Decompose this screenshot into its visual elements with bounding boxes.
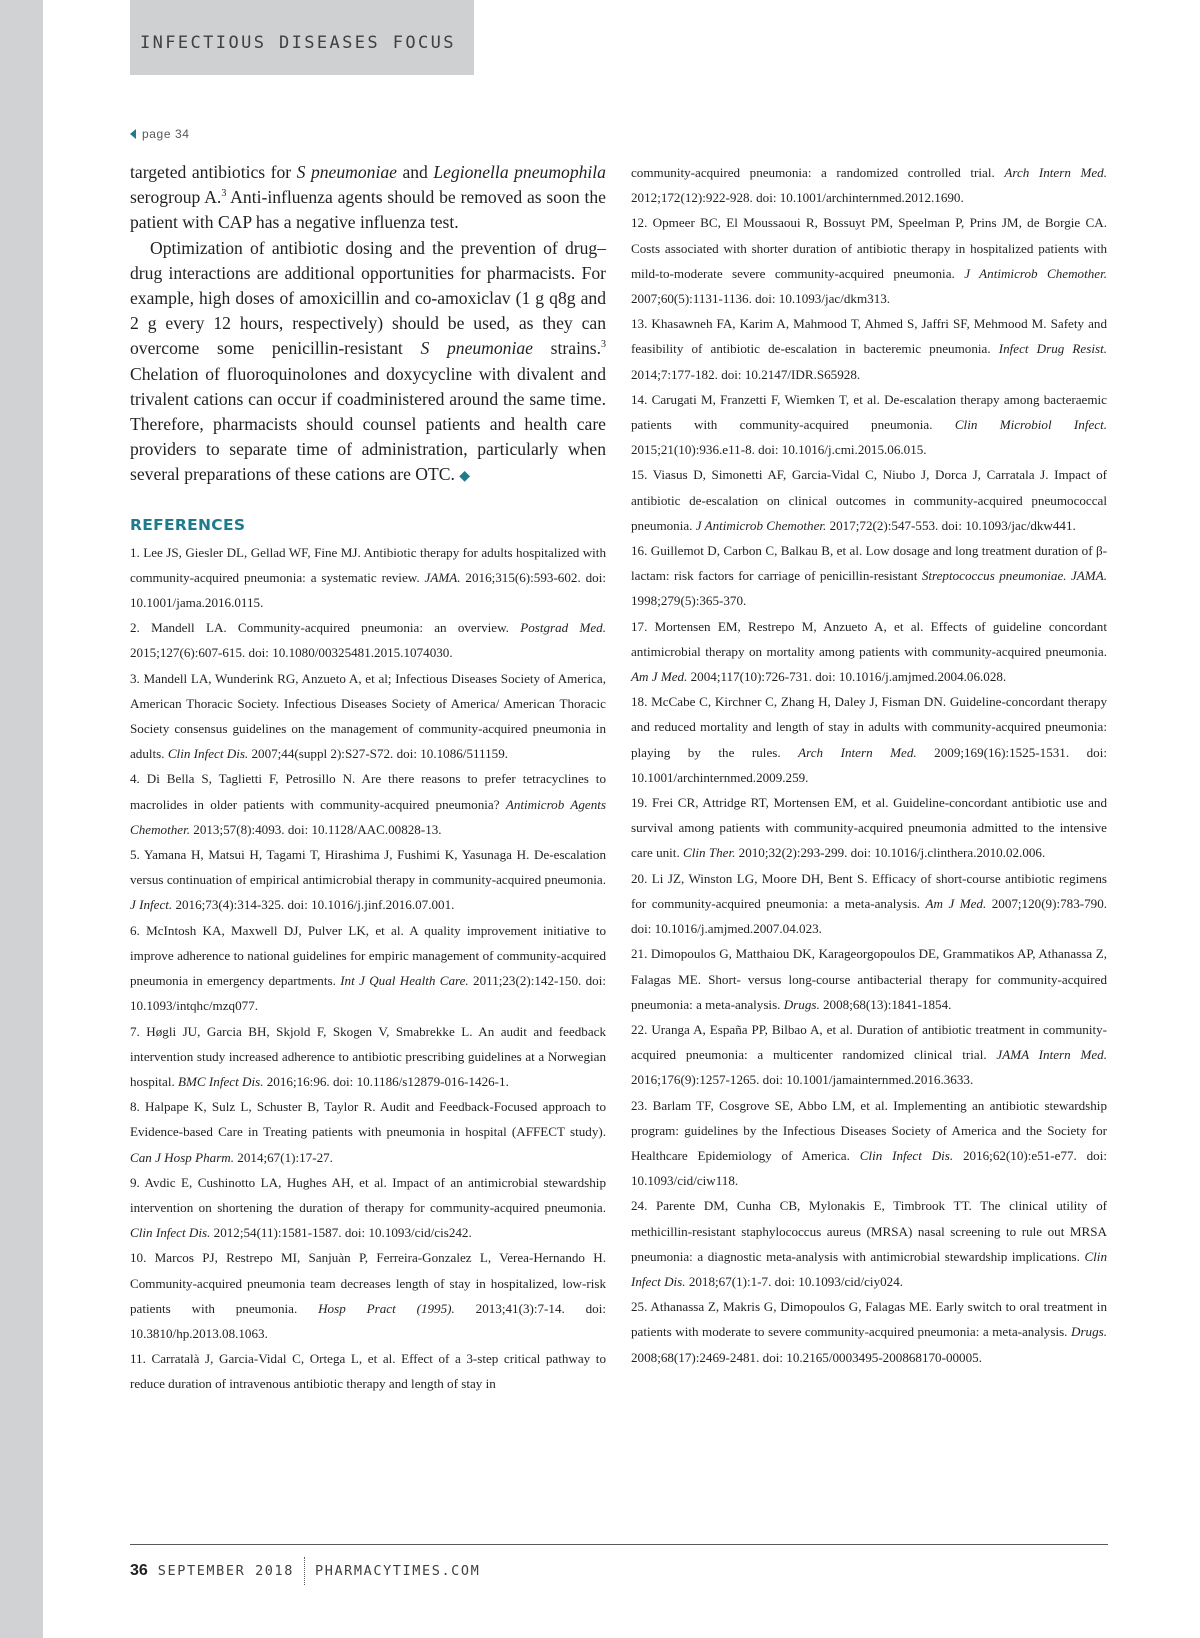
text-run: 2014;67(1):17-27. <box>234 1149 333 1165</box>
text-run: 23. Barlam TF, Cosgrove SE, Abbo LM, et al. Implementing an antibiotic stewardship program: guidelines by the Infectious Diseases Society of America and the Society for Healthcare Epidemiology of America. <box>631 1097 1107 1163</box>
text-run: 5. Yamana H, Matsui H, Tagami T, Hirashima J, Fushimi K, Yasunaga H. De-escalation versus continuation of empirical antimicrobial therapy in community-acquired pneumonia. <box>130 847 606 888</box>
reference-item <box>130 766 606 842</box>
reference-item <box>130 1170 606 1246</box>
text-run: 2008;68(17):2469-2481. doi: 10.2165/0003495-200868170-00005. <box>631 1349 982 1365</box>
text-run: 10. Marcos PJ, Restrepo MI, Sanjuàn P, Ferreira-Gonzalez L, Verea-Hernando H. Community-acquired pneumonia team decreases length of stay in hospitalized, low-risk patients with pneumonia. <box>130 1250 606 1316</box>
italic-text: Legionella pneumophila <box>433 162 606 182</box>
italic-text: S pneumoniae <box>420 338 533 359</box>
footer-rule <box>130 1544 1108 1545</box>
references-list-right <box>631 160 1107 1370</box>
text-run: 12. Opmeer BC, El Moussaoui R, Bossuyt PM, Speelman P, Prins JM, de Borgie CA. Costs associated with shorter duration of antibiotic therapy in hospitalized patients with mild-to-moderate severe community-acquired pneumonia. <box>631 215 1107 281</box>
italic-text: BMC Infect Dis. <box>178 1073 264 1089</box>
site-name: PHARMACYTIMES.COM <box>314 1563 481 1579</box>
reference-item <box>631 790 1107 866</box>
italic-text: Postgrad Med. <box>520 620 606 636</box>
text-run: 2018;67(1):1-7. doi: 10.1093/cid/ciy024. <box>685 1273 904 1289</box>
italic-text: Arch Intern Med. <box>798 744 917 760</box>
italic-text: Infect Drug Resist. <box>998 341 1107 357</box>
text-run: serogroup A. <box>130 187 222 208</box>
reference-item <box>631 1294 1107 1370</box>
italic-text: Drugs. <box>1070 1324 1107 1340</box>
section-header <box>130 0 474 75</box>
text-run: 2012;172(12):922-928. doi: 10.1001/archinternmed.2012.1690. <box>631 190 964 206</box>
italic-text: Hosp Pract (1995). <box>318 1300 455 1316</box>
text-run: 22. Uranga A, España PP, Bilbao A, et al. Duration of antibiotic treatment in community-acquired pneumonia: a multicenter randomized clinical trial. <box>631 1021 1107 1063</box>
left-margin-strip <box>0 0 43 1638</box>
text-run: 11. Carratalà J, Garcia-Vidal C, Ortega L, et al. Effect of a 3-step critical pathway to reduce duration of intravenous antibiotic therapy and length of stay in <box>130 1351 606 1392</box>
text-run: 1998;279(5):365-370. <box>631 593 747 609</box>
references-heading: REFERENCES <box>130 515 246 534</box>
text-run: 2. Mandell LA. Community-acquired pneumonia: an overview. <box>130 620 521 636</box>
italic-text: Clin Ther. <box>683 845 736 861</box>
italic-text: Clin Infect Dis. <box>167 746 249 762</box>
text-run: 20. Li JZ, Winston LG, Moore DH, Bent S. Efficacy of short-course antibiotic regimens for community-acquired pneumonia: a meta-analysis. <box>631 870 1107 911</box>
text-run: 24. Parente DM, Cunha CB, Mylonakis E, Timbrook TT. The clinical utility of methicillin-resistant staphylococcus aureus (MRSA) nasal screening to rule out MRSA pneumonia: a diagnostic meta-analysis with antimicrobial stewardship implications. <box>631 1198 1107 1264</box>
reference-item <box>130 918 606 1019</box>
text-run: 2014;7:177-182. doi: 10.2147/IDR.S65928. <box>631 366 861 382</box>
text-run: 2010;32(2):293-299. doi: 10.1016/j.clinthera.2010.02.006. <box>735 845 1046 861</box>
text-run: 2007;60(5):1131-1136. doi: 10.1093/jac/dkm313. <box>631 291 891 307</box>
reference-item <box>130 842 606 918</box>
italic-text: J Antimicrob Chemother. <box>695 517 827 533</box>
reference-item <box>631 311 1107 387</box>
text-run: 19. Frei CR, Attridge RT, Mortensen EM, et al. Guideline-concordant antibiotic use and survival among patients with community-acquired pneumonia admitted to the intensive care unit. <box>631 795 1107 861</box>
text-run: 2017;72(2):547-553. doi: 10.1093/jac/dkw441. <box>826 517 1076 533</box>
reference-item <box>130 1245 606 1346</box>
citation-superscript: 3 <box>601 339 607 351</box>
reference-item <box>631 160 1107 210</box>
page-number: 36 <box>130 1562 148 1579</box>
left-column <box>130 160 606 1397</box>
text-run: 2015;127(6):607-615. doi: 10.1080/00325481.2015.1074030. <box>130 645 453 661</box>
reference-item <box>631 941 1107 1017</box>
italic-text: Clin Infect Dis. <box>631 1248 1107 1289</box>
section-title: INFECTIOUS DISEASES FOCUS <box>140 32 456 53</box>
italic-text: J Infect. <box>130 897 173 913</box>
text-run: 7. Høgli JU, Garcia BH, Skjold F, Skogen V, Smabrekke L. An audit and feedback intervention study increased adherence to antibiotic prescribing guidelines at a Norwegian hospital. <box>130 1023 606 1089</box>
italic-text: Clin Infect Dis. <box>130 1225 211 1241</box>
italic-text: Drugs. <box>783 996 820 1012</box>
text-run: 2016;176(9):1257-1265. doi: 10.1001/jamainternmed.2016.3633. <box>631 1072 974 1088</box>
text-run: and <box>396 162 434 182</box>
italic-text: S pneumoniae <box>296 162 397 182</box>
body-paragraph <box>130 160 606 236</box>
text-run: Anti-influenza agents should be removed as soon the patient with CAP has a negative influenza test. <box>130 187 606 233</box>
text-run: 13. Khasawneh FA, Karim A, Mahmood T, Ahmed S, Jaffri SF, Mehmood M. Safety and feasibility of antibiotic de-escalation in bacteremic pneumonia. <box>631 316 1107 357</box>
reference-item <box>130 666 606 767</box>
italic-text: Can J Hosp Pharm. <box>130 1149 235 1165</box>
text-run: 17. Mortensen EM, Restrepo M, Anzueto A, et al. Effects of guideline concordant antimicrobial therapy on mortality among patients with community-acquired pneumonia. <box>631 618 1107 659</box>
page-footer <box>130 1556 480 1586</box>
text-run: 21. Dimopoulos G, Matthaiou DK, Karageorgopoulos DE, Grammatikos AP, Athanassa Z, Falagas ME. Short- versus long-course antibacterial therapy for community-acquired pneumonia: a meta-analysis. <box>631 946 1107 1012</box>
text-run: 9. Avdic E, Cushinotto LA, Hughes AH, et al. Impact of an antimicrobial stewardship intervention on shortening the duration of therapy for community-acquired pneumonia. <box>130 1174 606 1215</box>
reference-item <box>130 615 606 665</box>
reference-item <box>130 1094 606 1170</box>
reference-item <box>130 1019 606 1095</box>
text-run: 2007;120(9):783-790. doi: 10.1016/j.amjmed.2007.04.023. <box>631 895 1108 937</box>
issue-date: SEPTEMBER 2018 <box>157 1563 294 1579</box>
references-list-left <box>130 540 606 1397</box>
text-run: 2013;57(8):4093. doi: 10.1128/AAC.00828-13. <box>190 821 442 837</box>
italic-text: J Antimicrob Chemother. <box>964 265 1107 281</box>
italic-text: Clin Infect Dis. <box>859 1147 954 1163</box>
reference-item <box>631 387 1107 463</box>
text-run: strains. <box>532 338 602 359</box>
italic-text: Clin Microbiol Infect. <box>954 417 1107 433</box>
reference-item <box>631 614 1107 690</box>
italic-text: Antimicrob Agents Chemother. <box>130 796 606 837</box>
italic-text: Arch Intern Med. <box>1004 165 1107 180</box>
text-run: 2004;117(10):726-731. doi: 10.1016/j.amjmed.2004.06.028. <box>687 669 1007 685</box>
text-run: 2016;315(6):593-602. doi: 10.1001/jama.2016.0115. <box>130 569 606 611</box>
reference-item <box>130 540 606 616</box>
reference-item <box>631 866 1107 942</box>
text-run: 25. Athanassa Z, Makris G, Dimopoulos G, Falagas ME. Early switch to oral treatment in patients with moderate to severe community-acquired pneumonia: a meta-analysis. <box>631 1299 1107 1340</box>
arrow-left-icon <box>130 129 136 139</box>
text-run: 2013;41(3):7-14. doi: 10.3810/hp.2013.08.1063. <box>130 1300 607 1341</box>
right-column <box>631 160 1107 1370</box>
continued-from-label: page 34 <box>142 127 190 141</box>
text-run: 18. McCabe C, Kirchner C, Zhang H, Daley J, Fisman DN. Guideline-concordant therapy and reduced mortality and length of stay in adults with community-acquired pneumonia: playing by the rules. <box>631 694 1107 760</box>
text-run: targeted antibiotics for <box>130 162 297 182</box>
reference-item <box>631 1017 1107 1093</box>
text-run: 3. Mandell LA, Wunderink RG, Anzueto A, et al; Infectious Diseases Society of America, American Thoracic Society. Infectious Diseases Society of America/ American Thoracic Society consensus guidelines on the management of community-acquired pneumonia in adults. <box>130 670 606 762</box>
text-run: 1. Lee JS, Giesler DL, Gellad WF, Fine MJ. Antibiotic therapy for adults hospitalized with community-acquired pneumonia: a systematic review. <box>130 544 606 585</box>
text-run: 4. Di Bella S, Taglietti F, Petrosillo N. Are there reasons to prefer tetracyclines to macrolides in older patients with community-acquired pneumonia? <box>130 771 606 812</box>
article-body <box>130 160 606 490</box>
italic-text: Streptococcus pneumoniae. JAMA. <box>921 568 1107 584</box>
text-run: 2009;169(16):1525-1531. doi: 10.1001/archinternmed.2009.259. <box>631 744 1107 785</box>
reference-item <box>631 538 1107 614</box>
text-run: 14. Carugati M, Franzetti F, Wiemken T, et al. De-escalation therapy among bacteraemic patients with community-acquired pneumonia. <box>631 391 1107 433</box>
reference-item <box>130 1346 606 1396</box>
text-run: 2008;68(13):1841-1854. <box>819 996 952 1012</box>
text-run: 16. Guillemot D, Carbon C, Balkau B, et al. Low dosage and long treatment duration of β-lactam: risk factors for carriage of penicillin-resistant <box>631 543 1107 584</box>
text-run: 2012;54(11):1581-1587. doi: 10.1093/cid/cis242. <box>210 1225 472 1241</box>
italic-text: Int J Qual Health Care. <box>340 973 469 989</box>
reference-item <box>631 689 1107 790</box>
text-run: Optimization of antibiotic dosing and the prevention of drug–drug interactions are additional opportunities for pharmacists. For example, high doses of amoxicillin and co-amoxiclav (1 g q8g and 2 g every 12 hours, respectively) should be used, as they can overcome some penicillin-resistant <box>130 237 606 359</box>
text-run: 15. Viasus D, Simonetti AF, Garcia-Vidal C, Niubo J, Dorca J, Carratala J. Impact of antibiotic de-escalation on clinical outcomes in community-acquired pneumococcal pneumonia. <box>631 467 1107 533</box>
text-run: Chelation of fluoroquinolones and doxycycline with divalent and trivalent cations can occur if coadministered around the same time. Therefore, pharmacists should counsel patients and health care providers to separate time of administration, particularly when several preparations of these cations are OTC. <box>130 363 606 485</box>
end-mark-icon: ◆ <box>459 468 471 485</box>
italic-text: Am J Med. <box>925 895 987 911</box>
text-run: community-acquired pneumonia: a randomized controlled trial. <box>631 165 1005 180</box>
text-run: 2016;73(4):314-325. doi: 10.1016/j.jinf.2016.07.001. <box>172 897 455 913</box>
italic-text: Am J Med. <box>631 669 688 685</box>
text-run: 8. Halpape K, Sulz L, Schuster B, Taylor R. Audit and Feedback-Focused approach to Evidence-based Care in Treating patients with pneumonia in hospital (AFFECT study). <box>130 1099 606 1140</box>
text-run: 2016;16:96. doi: 10.1186/s12879-016-1426-1. <box>263 1073 509 1089</box>
italic-text: JAMA. <box>424 569 461 585</box>
italic-text: JAMA Intern Med. <box>996 1047 1107 1063</box>
reference-item <box>631 1093 1107 1194</box>
footer-divider <box>304 1557 305 1585</box>
text-run: 6. McIntosh KA, Maxwell DJ, Pulver LK, et al. A quality improvement initiative to improve adherence to national guidelines for empiric management of community-acquired pneumonia in emergency departments. <box>130 922 606 989</box>
reference-item <box>631 210 1107 311</box>
text-run: 2007;44(suppl 2):S27-S72. doi: 10.1086/511159. <box>248 746 509 762</box>
text-run: 2016;62(10):e51-e77. doi: 10.1093/cid/ciw118. <box>631 1147 1107 1189</box>
reference-item <box>631 462 1107 538</box>
citation-superscript: 3 <box>221 188 227 200</box>
body-paragraph <box>130 236 606 490</box>
continued-from-link[interactable] <box>130 127 190 141</box>
text-run: 2015;21(10):936.e11-8. doi: 10.1016/j.cmi.2015.06.015. <box>631 442 927 458</box>
text-run: 2011;23(2):142-150. doi: 10.1093/intqhc/mzq077. <box>130 973 607 1014</box>
reference-item <box>631 1193 1107 1294</box>
